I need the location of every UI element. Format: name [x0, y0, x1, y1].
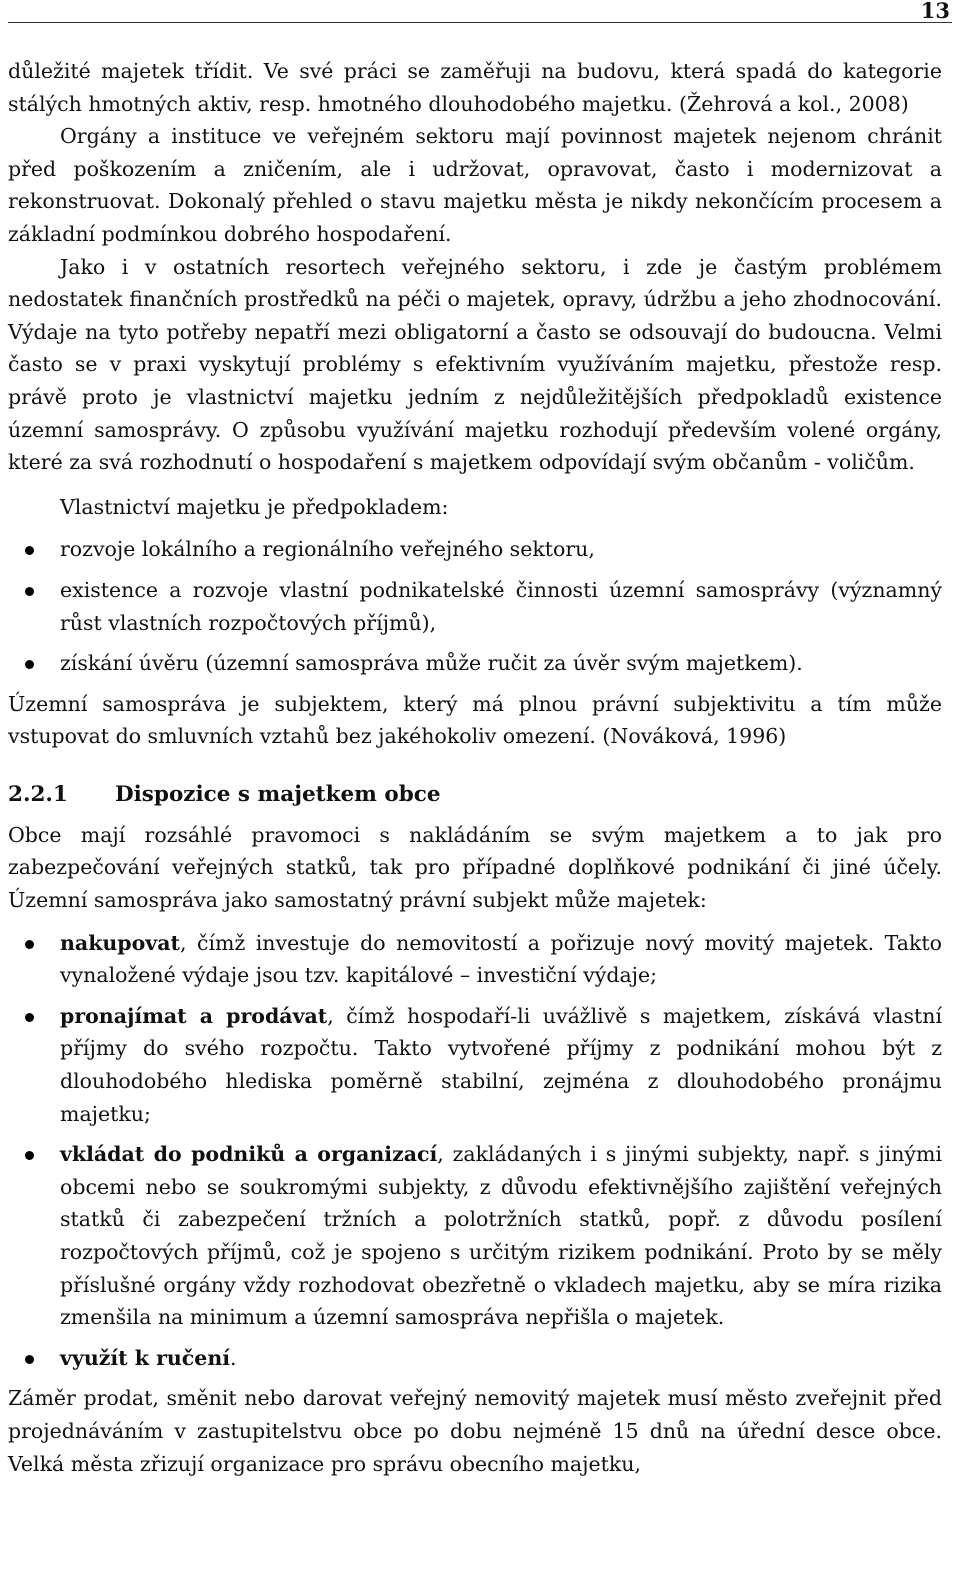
list-item-keyword: nakupovat — [60, 930, 180, 955]
list-item-text: . — [230, 1345, 237, 1370]
bullet-icon — [25, 546, 34, 555]
paragraph: Vlastnictví majetku je předpokladem: — [60, 494, 449, 519]
bullet-icon — [25, 940, 34, 949]
bullet-icon — [25, 1013, 34, 1022]
section-number: 2.2.1 — [8, 781, 68, 807]
list-item-text: získání úvěru (územní samospráva může ručit za úvěr svým majetkem). — [60, 651, 803, 676]
paragraph: Orgány a instituce ve veřejném sektoru mají povinnost majetek nejenom chránit před poškozením a zničením, ale i udržovat, opravovat, často i modernizovat a rekonstruovat. Dokonalý přehled o stavu majetku města je nikdy nekončícím procesem a základní podmínkou dobrého hospodaření. — [8, 124, 942, 246]
page-number: 13 — [920, 0, 950, 23]
bullet-icon — [25, 1151, 34, 1160]
bullet-icon — [25, 1355, 34, 1364]
list-item-text: , čímž hospodaří-li uvážlivě s majetkem, získává vlastní příjmy do svého rozpočtu. Takto vytvořené příjmy z podnikání mohou být z dlouhodobého hlediska poměrně stabilní, zejména z dlouhodobého pronájmu majetku; — [60, 1003, 942, 1126]
list-item — [8, 574, 942, 639]
list-item-text: existence a rozvoje vlastní podnikatelské činnosti územní samosprávy (významný růst vlastních rozpočtových příjmů), — [60, 577, 942, 635]
list-item — [8, 647, 942, 680]
bullet-icon — [25, 660, 34, 669]
bullet-icon — [25, 587, 34, 596]
paragraph: Obce mají rozsáhlé pravomoci s nakládáním se svým majetkem a to jak pro zabezpečování veřejných statků, tak pro případné doplňkové podnikání či jiné účely. Územní samospráva jako samostatný právní subjekt může majetek: — [8, 822, 942, 913]
section-title: Dispozice s majetkem obce — [115, 781, 441, 807]
list-item — [8, 533, 942, 566]
document-body — [8, 55, 942, 1480]
paragraph: důležité majetek třídit. Ve své práci se zaměřuji na budovu, která spadá do kategorie stálých hmotných aktiv, resp. hmotného dlouhodobého majetku. (Žehrová a kol., 2008) — [8, 59, 942, 116]
bullet-list — [8, 533, 942, 679]
paragraph: Jako i v ostatních resortech veřejného sektoru, i zde je častým problémem nedostatek finančních prostředků na péči o majetek, opravy, údržbu a jeho zhodnocování. Výdaje na tyto potřeby nepatří mezi obligatorní a často se odsouvají do budoucna. Velmi často se v praxi vyskytují problémy s efektivním využíváním majetku, přestože resp. právě proto je vlastnictví majetku jedním z nejdůležitějších předpokladů existence územní samosprávy. O způsobu využívání majetku rozhodují především volené orgány, které za svá rozhodnutí o hospodaření s majetkem odpovídají svým občanům - voličům. — [8, 254, 942, 475]
list-item — [8, 1342, 942, 1375]
list-item-text: rozvoje lokálního a regionálního veřejného sektoru, — [60, 537, 595, 562]
bullet-list — [8, 927, 942, 1375]
list-item-keyword: pronajímat a prodávat — [60, 1003, 328, 1028]
list-item-keyword: vkládat do podniků a organizací — [60, 1142, 438, 1167]
list-item — [8, 1000, 942, 1130]
paragraph: Záměr prodat, směnit nebo darovat veřejný nemovitý majetek musí město zveřejnit před projednáváním v zastupitelstvu obce po dobu nejméně 15 dnů na úřední desce obce. Velká města zřizují organizace pro správu obecního majetku, — [8, 1386, 942, 1476]
list-item-text: , zakládaných i s jinými subjekty, např. s jinými obcemi nebo se soukromými subjekty, z důvodu efektivnějšího zajištění veřejných statků či zabezpečení tržních a polotržních statků, popř. z důvodu posílení rozpočtových příjmů, což je spojeno s určitým rizikem podnikání. Proto by se měly příslušné orgány vždy rozhodovat obezřetně o vkladech majetku, aby se míra rizika zmenšila na minimum a územní samospráva nepřišla o majetek. — [60, 1142, 942, 1330]
paragraph: Územní samospráva je subjektem, který má plnou právní subjektivitu a tím může vstupovat do smluvních vztahů bez jakéhokoliv omezení. (Nováková, 1996) — [8, 691, 942, 749]
list-item — [8, 927, 942, 992]
header-rule — [8, 22, 952, 23]
section-heading — [8, 779, 942, 811]
list-item-text: , čímž investuje do nemovitostí a pořizuje nový movitý majetek. Takto vynaložené výdaje jsou tzv. kapitálové – investiční výdaje; — [60, 930, 942, 988]
list-item-keyword: využít k ručení — [60, 1345, 231, 1370]
list-item — [8, 1138, 942, 1334]
